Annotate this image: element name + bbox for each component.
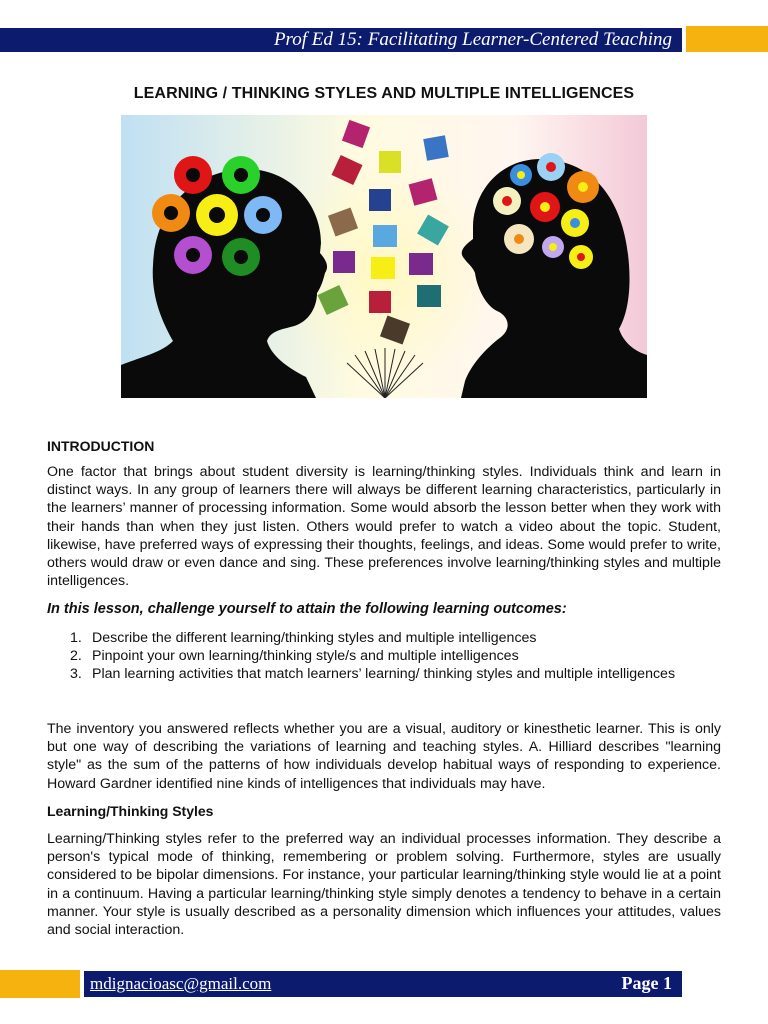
course-title: Prof Ed 15: Facilitating Learner-Centered Teaching [273, 29, 672, 50]
header-accent [686, 26, 768, 52]
list-item: 1. Describe the different learning/thinking styles and multiple intelligences [70, 630, 537, 646]
list-item: 2. Pinpoint your own learning/thinking style/s and multiple intelligences [70, 648, 519, 665]
list-item: 3. Plan learning activities that match learners’ learning/ thinking styles and multiple intelligences [70, 666, 676, 683]
introduction-paragraph: One factor that brings about student diversity is learning/thinking styles. Individuals think and learn in distinct ways. In any group of learners there will always be different learning characteristics, particularly in the learners’ manner of processing information. Some would absorb the lesson better when they work with their hands than when they just listen. Others would prefer to watch a video about the topic. Student, likewise, have preferred ways of expressing their thoughts, feelings, and ideas. Some would prefer to write, others would draw or even dance and sing. These preferences involve learning/thinking styles and multiple intelligences. [47, 464, 721, 590]
header-bar [0, 28, 682, 52]
page-number: Page 1 [621, 973, 672, 993]
outcomes-list [70, 629, 675, 684]
footer-accent [0, 970, 80, 998]
styles-paragraph: Learning/Thinking styles refer to the preferred way an individual processes information. They describe a person's typical mode of thinking, remembering or problem solving. Furthermore, styles are usually considered to be bipolar dimensions. For instance, your particular learning/thinking style would lie at a point in a continuum. Having a particular learning/thinking style simply denotes a tendency to behave in a certain manner. Your style is usually described as a personality dimension which influences your attitudes, values and social interaction. [47, 831, 721, 939]
footer-bar [84, 971, 682, 997]
outcomes-lead: In this lesson, challenge yourself to attain the following learning outcomes: [47, 601, 567, 617]
author-email[interactable]: mdignacioasc@gmail.com [90, 974, 272, 993]
inventory-paragraph: The inventory you answered reflects whether you are a visual, auditory or kinesthetic learner. This is only but one way of describing the variations of learning and teaching styles. A. Hilliard describes "learning style" as the sum of the patterns of how individuals develop habitual ways of responding to experience. Howard Gardner identified nine kinds of intelligences that individuals may have. [47, 721, 721, 792]
introduction-heading: INTRODUCTION [47, 438, 155, 454]
hero-illustration [121, 115, 647, 398]
styles-heading: Learning/Thinking Styles [47, 803, 214, 819]
document-title: LEARNING / THINKING STYLES AND MULTIPLE INTELLIGENCES [133, 85, 635, 102]
